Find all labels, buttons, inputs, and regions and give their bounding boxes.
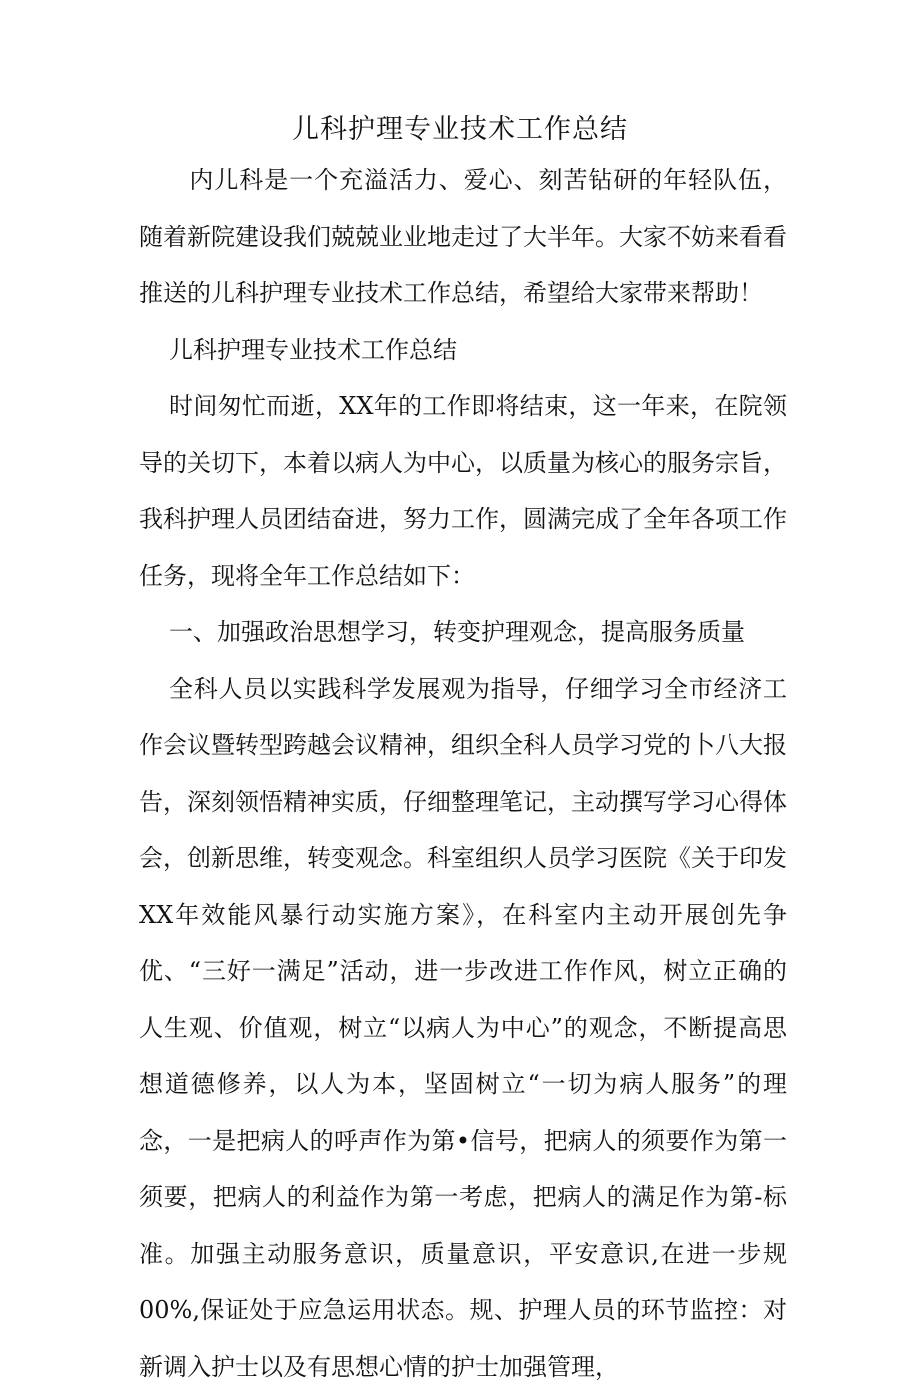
subtitle-paragraph: 儿科护理专业技术工作总结 xyxy=(139,322,787,379)
section-1-body-paragraph: 全科人员以实践科学发展观为指导，仔细学习全市经济工作会议暨转型跨越会议精神，组织全科人员学习党的卜八大报告，深刻领悟精神实质，仔细整理笔记，主动撰写学习心得体会，创新思维，转变观念。科室组织人员学习医院《关于印发XX年效能风暴行动实施方案》，在科室内主动开展创先争优、“三好一满足”活动，进一步改进工作作风，树立正确的人生观、价值观，树立“以病人为中心”的观念，不断提高思想道德修养，以人为本，坚固树立“一切为病人服务”的理念，一是把病人的呼声作为第•信号，把病人的须要作为第一须要，把病人的利益作为第一考虑，把病人的满足作为第-标准。加强主动服务意识，质量意识，平安意识,在进一步规00%,保证处于应急运用状态。规、护理人员的环节监控：对新调入护士以及有思想心情的护士加强管理， xyxy=(139,661,787,1395)
document-title: 儿科护理专业技术工作总结 xyxy=(0,108,920,152)
section-heading-1: 一、加强政治思想学习，转变护理观念，提高服务质量 xyxy=(139,604,787,661)
document-body xyxy=(139,152,787,1395)
summary-intro-paragraph: 时间匆忙而逝，XX年的工作即将结束，这一年来，在院领导的关切下，本着以病人为中心，以质量为核心的服务宗旨，我科护理人员团结奋进，努力工作，圆满完成了全年各项工作任务，现将全年工作总结如下： xyxy=(139,378,787,604)
intro-paragraph: 内儿科是一个充溢活力、爱心、刻苦钻研的年轻队伍，随着新院建设我们兢兢业业地走过了大半年。大家不妨来看看推送的儿科护理专业技术工作总结，希望给大家带来帮助！ xyxy=(139,152,787,322)
